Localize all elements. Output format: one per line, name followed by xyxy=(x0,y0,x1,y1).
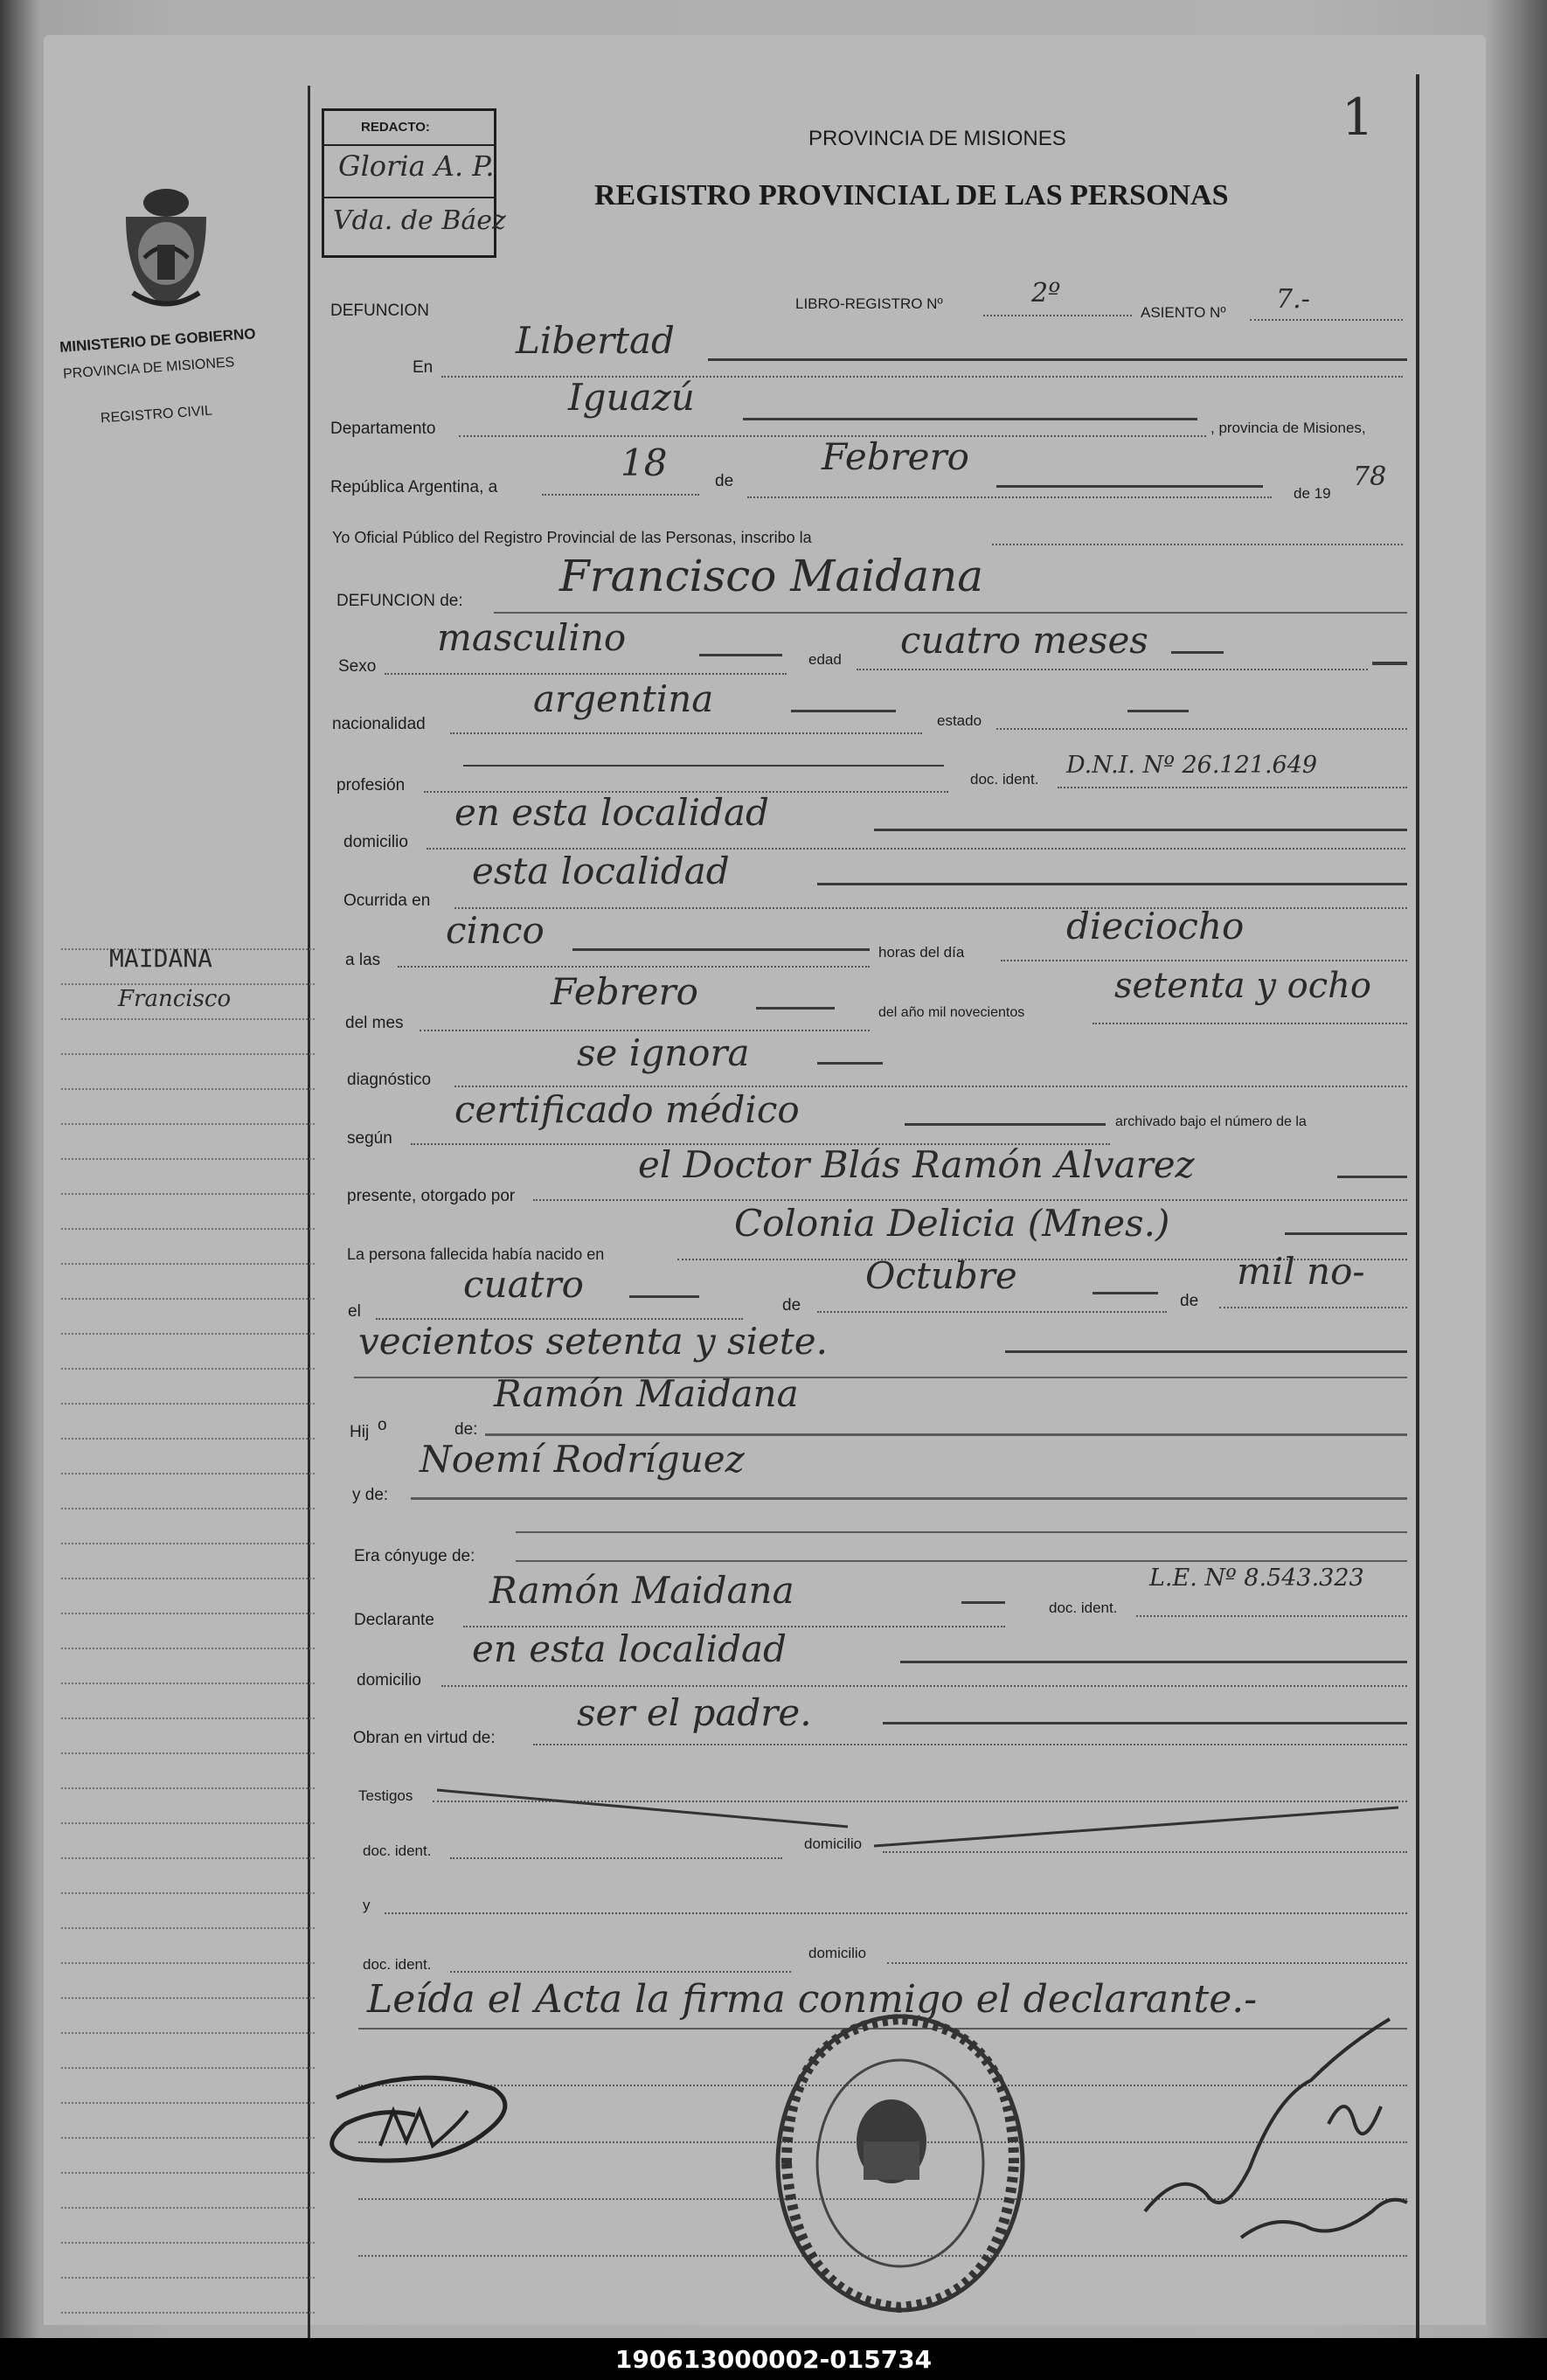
sexo-label: Sexo xyxy=(338,657,377,676)
t2-doc-label: doc. ident. xyxy=(363,1956,432,1973)
declarante-doc-value: L.E. Nº 8.543.323 xyxy=(1149,1565,1364,1592)
month-value: Febrero xyxy=(822,435,969,478)
margin-line xyxy=(61,1857,315,1859)
dia-value: dieciocho xyxy=(1066,905,1245,947)
margin-line xyxy=(61,1578,315,1579)
margin-line xyxy=(61,1333,315,1335)
hijo-suffix: o xyxy=(378,1416,387,1434)
year-label: de 19 xyxy=(1294,485,1331,502)
anio-label: del año mil novecientos xyxy=(878,1005,1025,1020)
t1-doc-label: doc. ident. xyxy=(363,1842,432,1859)
nac-dia-value: cuatro xyxy=(463,1263,584,1306)
nac-de1-label: de xyxy=(782,1296,801,1315)
nac-anio-value1: mil no- xyxy=(1237,1250,1365,1293)
margin-line xyxy=(61,1123,315,1125)
margin-line xyxy=(61,1543,315,1544)
segun-label: según xyxy=(347,1129,392,1148)
nac-de2-label: de xyxy=(1180,1292,1199,1310)
margin-line xyxy=(61,1018,315,1020)
deceased-name: Francisco Maidana xyxy=(559,551,984,601)
province-line: PROVINCIA DE MISIONES xyxy=(62,355,235,382)
civil-registry-line: REGISTRO CIVIL xyxy=(100,403,213,427)
redacto-line2: Vda. de Báez xyxy=(333,205,506,236)
defuncion-title: DEFUNCION xyxy=(330,302,429,320)
day-value: 18 xyxy=(621,441,668,484)
del-mes-label: del mes xyxy=(345,1014,404,1032)
sexo-value: masculino xyxy=(437,616,627,659)
official-seal-icon xyxy=(769,2010,1031,2316)
testigos-label: Testigos xyxy=(358,1787,413,1804)
nacido-value: Colonia Delicia (Mnes.) xyxy=(734,1202,1170,1245)
edad-label: edad xyxy=(808,651,842,668)
obran-label: Obran en virtud de: xyxy=(353,1729,496,1747)
document-code: 190613000002-015734 xyxy=(614,2345,933,2374)
en-label: En xyxy=(413,358,434,377)
el-label: el xyxy=(348,1302,361,1321)
edad-value: cuatro meses xyxy=(900,619,1148,662)
margin-line xyxy=(61,1927,315,1929)
y-label: y xyxy=(363,1897,371,1913)
presente-value: el Doctor Blás Ramón Alvarez xyxy=(638,1143,1195,1186)
margin-line xyxy=(61,1683,315,1684)
libro-label: LIBRO-REGISTRO Nº xyxy=(795,295,943,312)
conyuge-label: Era cónyuge de: xyxy=(354,1547,475,1565)
t1-dom-strike xyxy=(874,1801,1407,1862)
asiento-value: 7.- xyxy=(1276,284,1310,315)
margin-line xyxy=(61,1648,315,1649)
diagnostico-value: se ignora xyxy=(577,1031,750,1074)
decl-domicilio-value: en esta localidad xyxy=(472,1627,787,1670)
redacto-line1: Gloria A. P. xyxy=(338,149,495,183)
a-las-label: a las xyxy=(345,951,381,969)
margin-line xyxy=(61,1228,315,1230)
margin-line xyxy=(61,1403,315,1405)
presente-label: presente, otorgado por xyxy=(347,1187,516,1205)
margin-line xyxy=(61,983,315,985)
departamento-value: Iguazú xyxy=(568,376,695,419)
provincia-suffix: , provincia de Misiones, xyxy=(1211,420,1366,436)
margin-line xyxy=(61,2172,315,2174)
margin-line xyxy=(61,1717,315,1719)
margin-line xyxy=(61,1193,315,1195)
margin-line xyxy=(61,1368,315,1370)
departamento-label: Departamento xyxy=(330,420,436,438)
margin-line xyxy=(61,1298,315,1300)
margin-given-name: Francisco xyxy=(118,986,232,1012)
doc-ident-label: doc. ident. xyxy=(970,771,1039,788)
decl-domicilio-label: domicilio xyxy=(357,1671,421,1690)
obran-value: ser el padre. xyxy=(577,1691,812,1734)
margin-rule-left xyxy=(308,86,310,2338)
nac-mes-value: Octubre xyxy=(865,1254,1017,1297)
declarante-value: Ramón Maidana xyxy=(489,1569,794,1612)
declarante-label: Declarante xyxy=(354,1611,434,1629)
header-province: PROVINCIA DE MISIONES xyxy=(808,127,1066,150)
ocurrida-value: esta localidad xyxy=(472,850,730,892)
margin-line xyxy=(61,1053,315,1055)
margin-line xyxy=(61,1088,315,1090)
redacto-label: REDACTO: xyxy=(361,120,430,135)
margin-line xyxy=(61,1613,315,1614)
margin-line xyxy=(61,2312,315,2314)
year-value: 78 xyxy=(1353,461,1387,492)
margin-line xyxy=(61,1263,315,1265)
margin-line xyxy=(61,1438,315,1440)
nacionalidad-value: argentina xyxy=(533,677,714,720)
republica-label: República Argentina, a xyxy=(330,478,498,496)
margin-line xyxy=(61,1997,315,1999)
margin-line xyxy=(61,2102,315,2104)
margin-line xyxy=(61,1508,315,1509)
margin-line xyxy=(61,2067,315,2069)
page-number: 1 xyxy=(1342,87,1374,147)
anio-value: setenta y ocho xyxy=(1114,966,1371,1006)
horas-label: horas del día xyxy=(878,944,965,961)
coat-of-arms-icon xyxy=(114,184,219,315)
margin-line xyxy=(61,2137,315,2139)
margin-line xyxy=(61,1787,315,1789)
margin-line xyxy=(61,1752,315,1754)
margin-line xyxy=(61,2207,315,2209)
diagnostico-label: diagnóstico xyxy=(347,1071,432,1089)
ministry-line: MINISTERIO DE GOBIERNO xyxy=(59,325,257,356)
redacto-box xyxy=(322,108,506,258)
domicilio-label: domicilio xyxy=(343,833,408,851)
margin-line xyxy=(61,1892,315,1894)
margin-line xyxy=(61,2242,315,2244)
hijo-de-label: de: xyxy=(454,1420,478,1439)
testigos-strike xyxy=(437,1783,857,1835)
margin-line xyxy=(61,1473,315,1474)
profesion-label: profesión xyxy=(336,776,406,794)
header-registry: REGISTRO PROVINCIAL DE LAS PERSONAS xyxy=(594,179,1229,212)
domicilio-value: en esta localidad xyxy=(454,791,769,834)
margin-surname: MAIDANA xyxy=(109,944,213,973)
estado-label: estado xyxy=(937,712,982,729)
nacido-label: La persona fallecida había nacido en xyxy=(347,1246,605,1263)
signature-declarant xyxy=(310,2063,538,2185)
signature-official xyxy=(1127,1993,1416,2255)
margin-line xyxy=(61,1962,315,1964)
hijo-label: Hij xyxy=(350,1423,370,1441)
margin-rule-right xyxy=(1416,74,1419,2338)
margin-line xyxy=(61,2032,315,2034)
t1-dom-label: domicilio xyxy=(804,1835,863,1852)
en-value: Libertad xyxy=(516,319,675,362)
madre-value: Noemí Rodríguez xyxy=(420,1438,745,1481)
t2-dom-label: domicilio xyxy=(808,1945,867,1961)
mes-value: Febrero xyxy=(551,970,698,1013)
closing-text: Leída el Acta la firma conmigo el declarante.- xyxy=(367,1977,1258,2022)
oficial-text: Yo Oficial Público del Registro Provincial de las Personas, inscribo la xyxy=(332,529,812,546)
doc-ident-value: D.N.I. Nº 26.121.649 xyxy=(1066,752,1318,779)
ocurrida-label: Ocurrida en xyxy=(343,892,431,910)
segun-value: certificado médico xyxy=(454,1088,800,1131)
margin-line xyxy=(61,1822,315,1824)
declarante-doc-label: doc. ident. xyxy=(1049,1599,1118,1616)
date-de-label: de xyxy=(715,472,734,490)
defuncion-de-label: DEFUNCION de: xyxy=(336,592,463,610)
margin-line xyxy=(61,2277,315,2279)
y-de-label: y de: xyxy=(352,1486,389,1504)
margin-line xyxy=(61,1158,315,1160)
nac-anio-value2: vecientos setenta y siete. xyxy=(358,1320,828,1363)
a-las-value: cinco xyxy=(446,909,545,952)
libro-value: 2º xyxy=(1031,278,1061,309)
archivado-label: archivado bajo el número de la xyxy=(1115,1114,1307,1129)
nacionalidad-label: nacionalidad xyxy=(332,715,426,733)
padre-value: Ramón Maidana xyxy=(494,1372,799,1415)
asiento-label: ASIENTO Nº xyxy=(1141,304,1226,321)
